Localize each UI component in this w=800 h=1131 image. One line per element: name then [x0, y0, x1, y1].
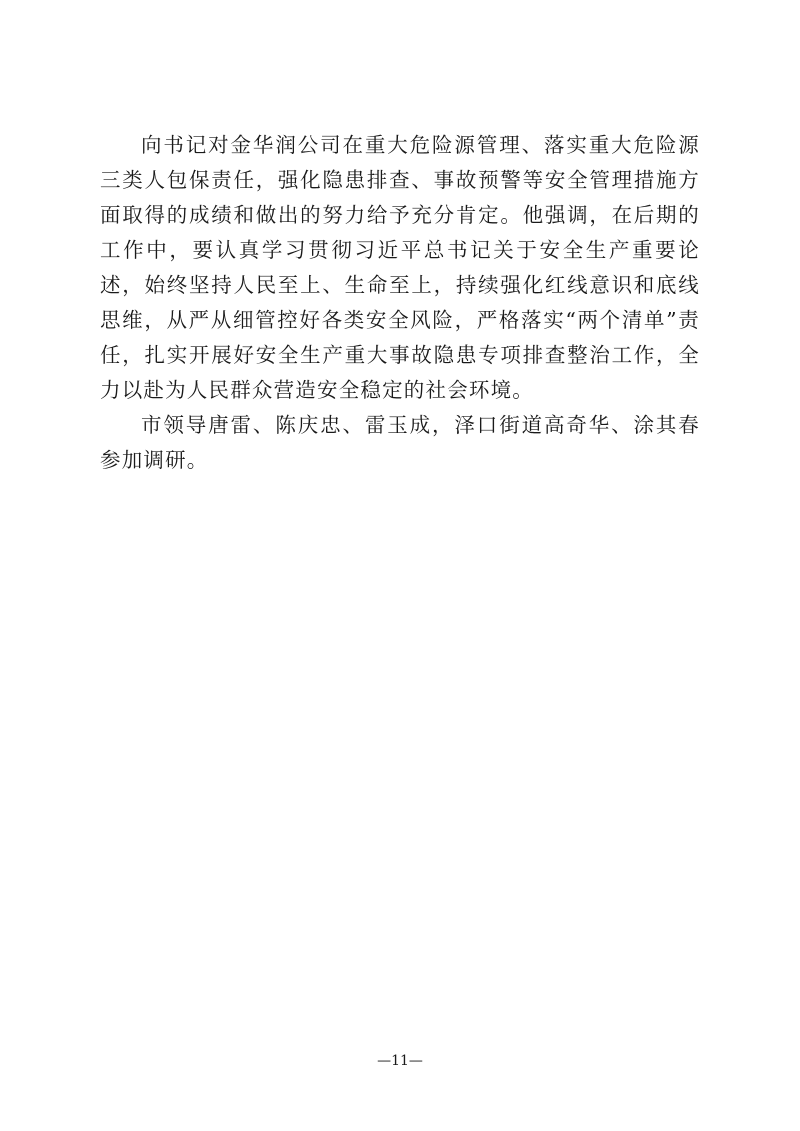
body-paragraph-2: 市领导唐雷、陈庆忠、雷玉成，泽口街道高奇华、涂其春参加调研。	[100, 413, 700, 472]
document-body	[100, 128, 700, 478]
page-number: —11—	[377, 1053, 423, 1069]
body-paragraph-1: 向书记对金华润公司在重大危险源管理、落实重大危险源三类人包保责任，强化隐患排查、事故预警等安全管理措施方面取得的成绩和做出的努力给予充分肯定。他强调，在后期的工作中，要认真学习贯彻习近平总书记关于安全生产重要论述，始终坚持人民至上、生命至上，持续强化红线意识和底线思维，从严从细管控好各类安全风险，严格落实“两个清单”责任，扎实开展好安全生产重大事故隐患专项排查整治工作，全力以赴为人民群众营造安全稳定的社会环境。	[100, 133, 700, 402]
